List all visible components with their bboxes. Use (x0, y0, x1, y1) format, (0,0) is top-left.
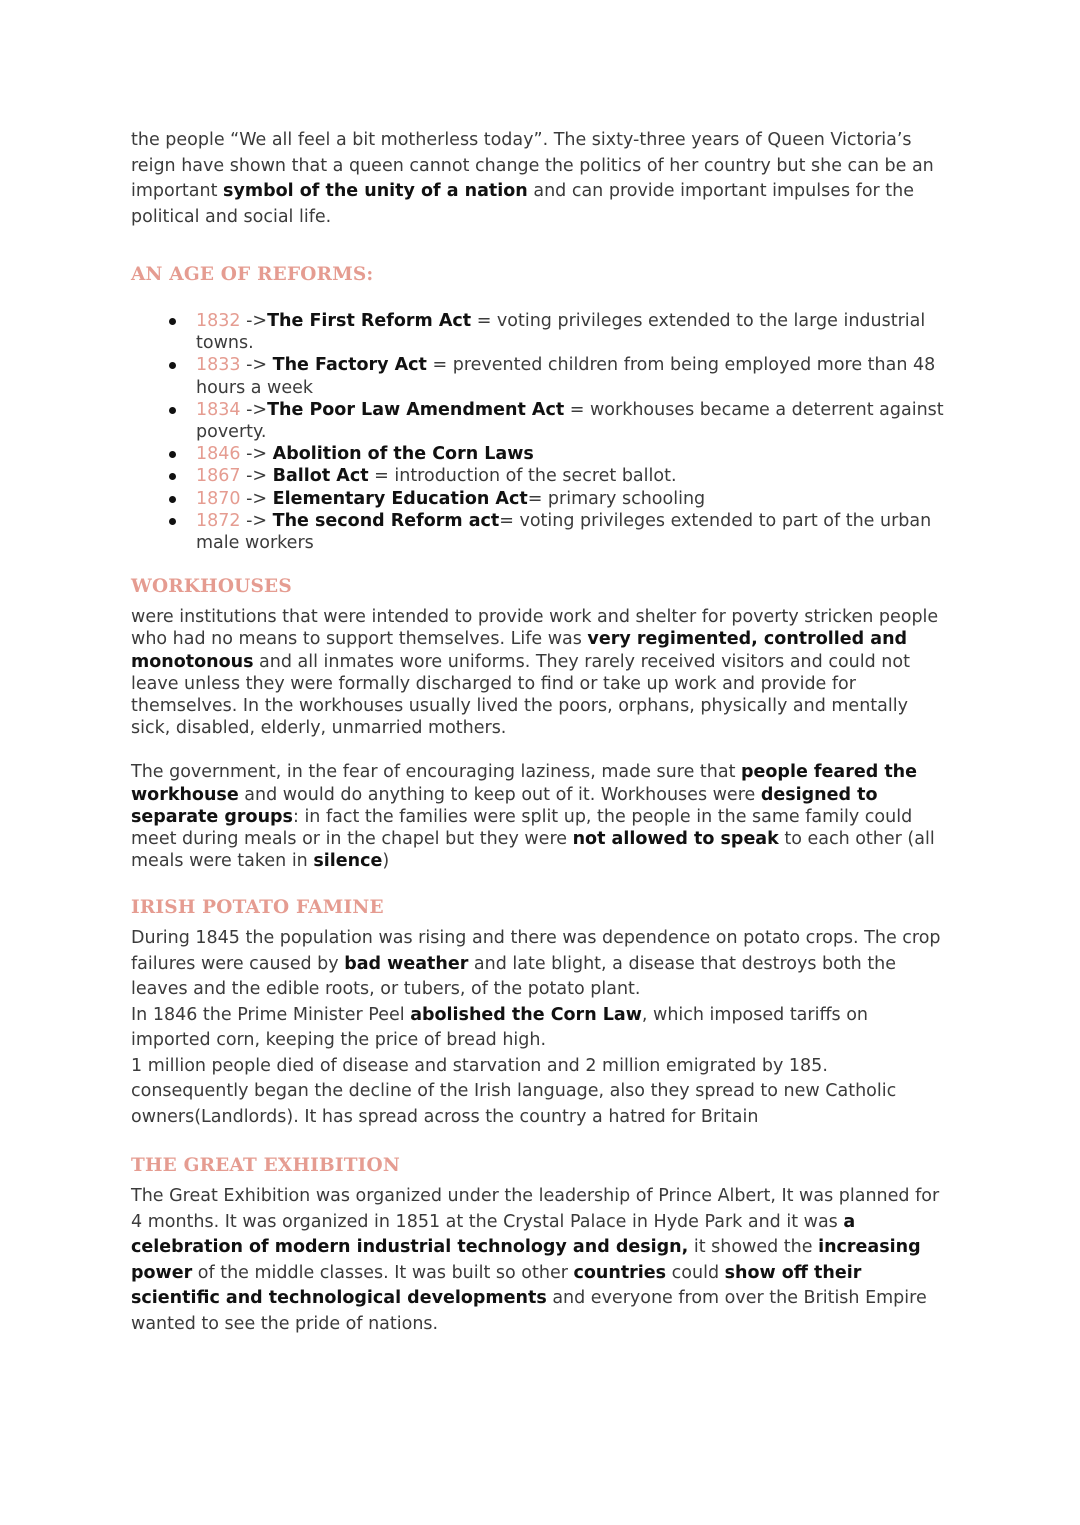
famine-line-4: consequently began the decline of the Irish language, also they spread to new Catholic owners(Landlords). It has spread across the country a hatred for Britain (131, 1081, 897, 1127)
list-item: 1867 -> Ballot Act = introduction of the secret ballot. (131, 465, 951, 487)
list-item: 1834 ->The Poor Law Amendment Act = workhouses became a deterrent against poverty. (131, 399, 951, 443)
famine-block (131, 926, 951, 1130)
list-item: 1833 -> The Factory Act = prevented children from being employed more than 48 hours a week (131, 354, 951, 398)
workhouses-paragraph-1: were institutions that were intended to provide work and shelter for poverty stricken people who had no means to support themselves. Life was very regimented, controlled and monotonous and all inmates wore uniforms. They rarely received visitors and could not leave unless they were formally discharged to find or take up work and provide for themselves. In the workhouses usually lived the poors, orphans, physically and mentally sick, disabled, elderly, unmarried mothers. (131, 607, 939, 739)
reforms-list (131, 310, 951, 554)
famine-heading: IRISH POTATO FAMINE (131, 897, 384, 919)
list-item: 1872 -> The second Reform act= voting privileges extended to part of the urban male workers (131, 510, 951, 554)
reforms-heading: AN AGE OF REFORMS: (131, 264, 374, 285)
list-item: 1870 -> Elementary Education Act= primary schooling (131, 488, 951, 510)
famine-line-2: In 1846 the Prime Minister Peel abolished the Corn Law, which imposed tariffs on imported corn, keeping the price of bread high. (131, 1004, 868, 1051)
famine-line-1: During 1845 the population was rising and there was dependence on potato crops. The crop failures were caused by bad weather and late blight, a disease that destroys both the leaves and the edible roots, or tubers, of the potato plant. (131, 928, 941, 1000)
document-page (131, 128, 951, 1337)
intro-paragraph: the people “We all feel a bit motherless today”. The sixty-three years of Queen Victoria’s reign have shown that a queen cannot change the politics of her country but she can be an important symbol of the unity of a nation and can provide important impulses for the political and social life. (131, 130, 934, 227)
famine-line-3: 1 million people died of disease and starvation and 2 million emigrated by 185. (131, 1055, 828, 1076)
list-item: 1846 -> Abolition of the Corn Laws (131, 443, 951, 465)
workhouses-paragraph-2: The government, in the fear of encouraging laziness, made sure that people feared the workhouse and would do anything to keep out of it. Workhouses were designed to separate groups: in fact the families were split up, the people in the same family could meet during meals or in the chapel but they were not allowed to speak to each other (all meals were taken in silence) (131, 762, 935, 872)
exhibition-heading: THE GREAT EXHIBITION (131, 1155, 400, 1177)
workhouses-heading: WORKHOUSES (131, 576, 292, 598)
exhibition-paragraph: The Great Exhibition was organized under the leadership of Prince Albert, It was planned for 4 months. It was organized in 1851 at the Crystal Palace in Hyde Park and it was a celebration of modern industrial technology and design, it showed the increasing power of the middle classes. It was built so other countries could show off their scientific and technological developments and everyone from over the British Empire wanted to see the pride of nations. (131, 1186, 940, 1334)
list-item: 1832 ->The First Reform Act = voting privileges extended to the large industrial towns. (131, 310, 951, 354)
